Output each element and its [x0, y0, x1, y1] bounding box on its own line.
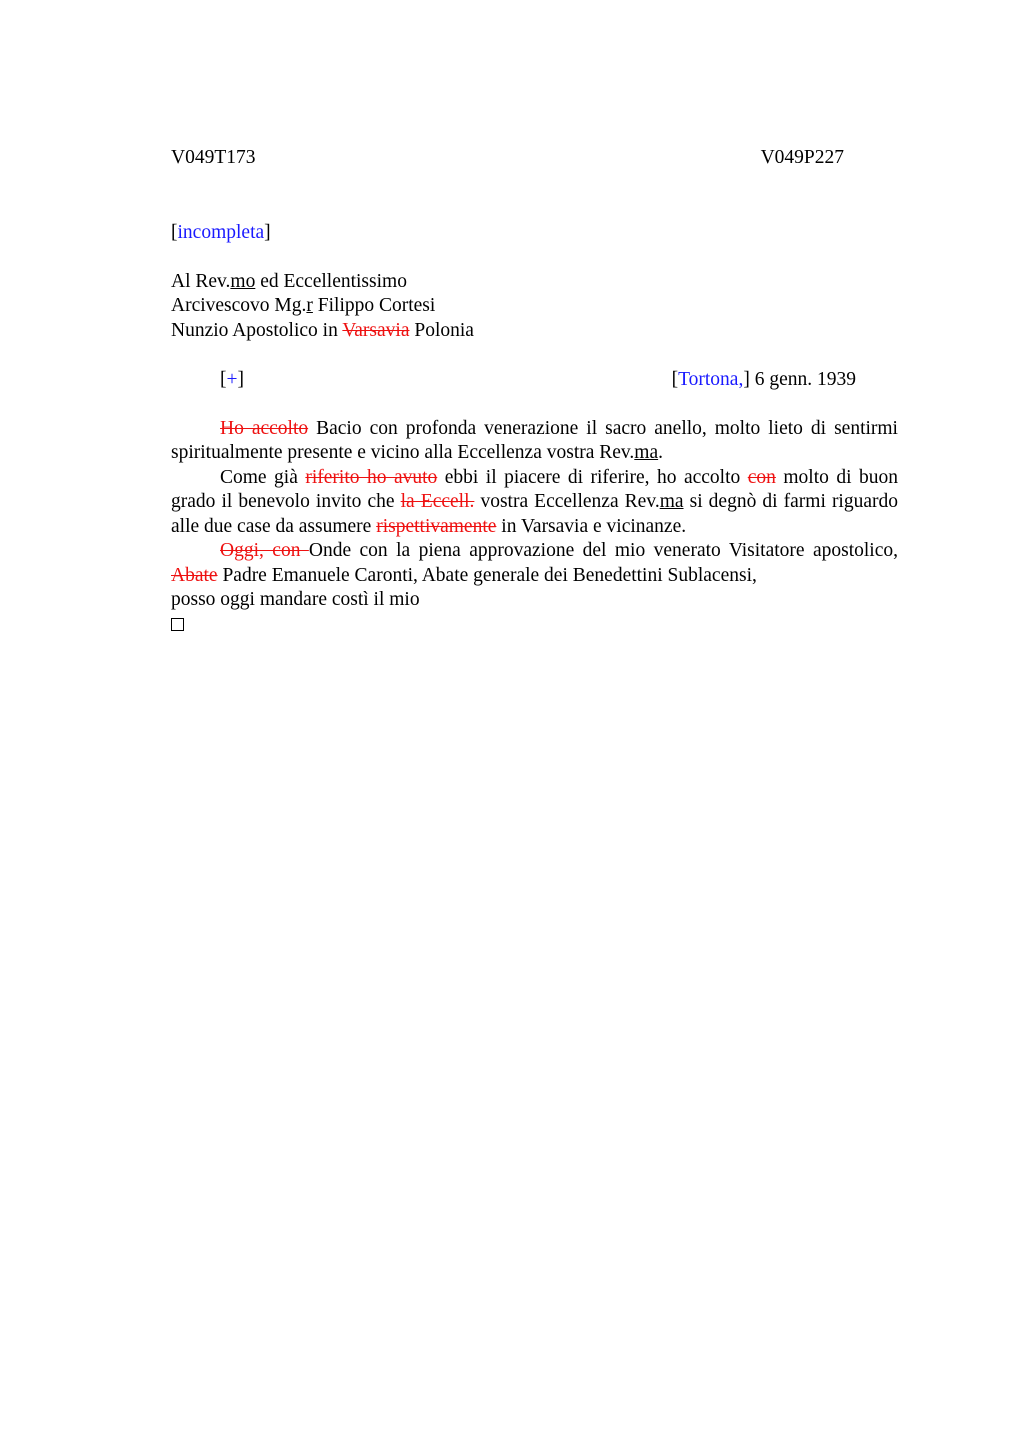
paragraph-4: posso oggi mandare costì il mio [171, 589, 420, 610]
deleted-text: Varsavia [342, 319, 410, 341]
deleted-text: Oggi, con [220, 540, 309, 561]
place-date: [Tortona,] 6 genn. 1939 [671, 368, 856, 390]
address-block [171, 270, 898, 344]
document-page [171, 146, 898, 638]
status-label: incompleta [177, 221, 265, 243]
date: 6 genn. 1939 [749, 368, 856, 390]
cross-mark: [+] [220, 368, 244, 390]
address-line-3: Nunzio Apostolico in Varsavia Polonia [171, 319, 474, 341]
place-name: Tortona, [678, 368, 744, 390]
deleted-text: rispettivamente [376, 515, 497, 537]
document-header [171, 146, 898, 171]
left-code: V049T173 [171, 147, 256, 168]
empty-box-icon [171, 613, 898, 639]
deleted-text: riferito ho avuto [305, 466, 438, 488]
dateline [171, 368, 898, 393]
status-note: [incompleta] [171, 221, 271, 243]
deleted-text: Abate [171, 564, 218, 586]
address-line-1: Al Rev.mo ed Eccellentissimo [171, 270, 407, 292]
deleted-text: con [747, 466, 776, 488]
deleted-text: la Eccell. [400, 491, 475, 512]
address-line-2: Arcivescovo Mg.r Filippo Cortesi [171, 295, 436, 316]
deleted-text: Ho accolto [220, 417, 309, 439]
right-code: V049P227 [760, 147, 844, 168]
paragraph-2: Come già riferito ho avuto ebbi il piacere di riferire, ho accolto con molto di buon grado il benevolo invito che la Eccell. vostra Eccellenza Rev.ma si degnò di farmi riguardo alle due case da assumere rispettivamente in Varsavia e vicinanze. [171, 466, 899, 537]
paragraph-3: Oggi, con Onde con la piena approvazione del mio venerato Visitatore apostolico, Abate Padre Emanuele Caronti, Abate generale dei Benedettini Sublacensi, [171, 540, 898, 586]
paragraph-1: Ho accolto Bacio con profonda venerazione il sacro anello, molto lieto di sentirmi spiritualmente presente e vicino alla Eccellenza vostra Rev.ma. [171, 417, 898, 463]
